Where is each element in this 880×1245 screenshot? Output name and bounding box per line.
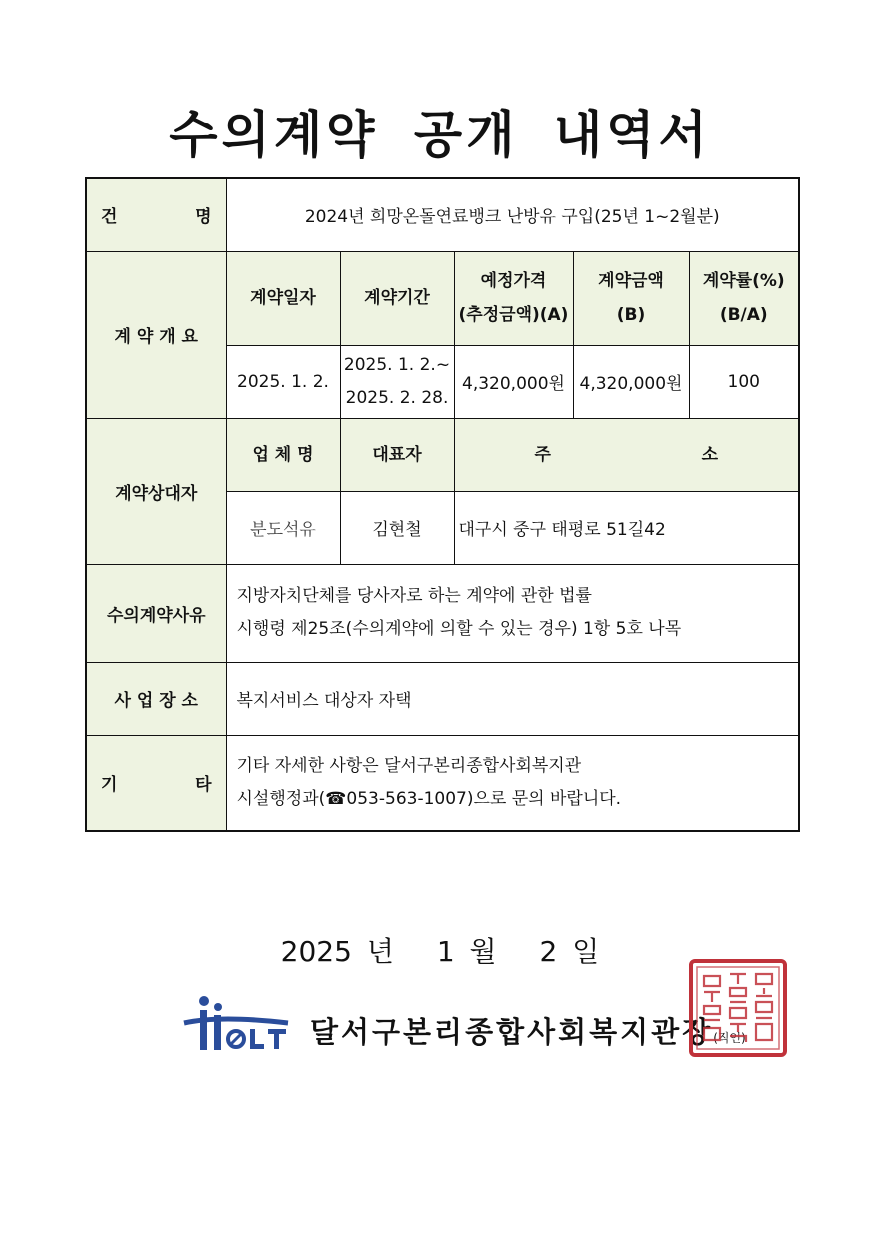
date-month: 1 월 (436, 935, 497, 968)
overview-label: 계 약 개 요 (86, 251, 226, 418)
contract-period-value: 2025. 1. 2.~ 2025. 2. 28. (340, 345, 454, 418)
header-contract-amount: 계약금액 (B) (573, 251, 689, 345)
estimated-price-value: 4,320,000원 (454, 345, 573, 418)
official-seal-icon (688, 958, 788, 1058)
seal-note: (직인) (713, 1031, 746, 1045)
contract-amount-value: 4,320,000원 (573, 345, 689, 418)
header-contract-period: 계약기간 (340, 251, 454, 345)
reason-value: 지방자치단체를 당사자로 하는 계약에 관한 법률 시행령 제25조(수의계약에 의할 수 있는 경우) 1항 5호 나목 (226, 564, 799, 662)
organization-name: 달서구본리종합사회복지관장(직인) (310, 1015, 746, 1049)
site-label: 사 업 장 소 (86, 662, 226, 735)
header-estimated-price: 예정가격 (추정금액)(A) (454, 251, 573, 345)
subject-label: 건 명 (86, 178, 226, 251)
header-representative: 대표자 (340, 418, 454, 491)
etc-value: 기타 자세한 사항은 달서구본리종합사회복지관 시설행정과(☎053-563-1007)으로 문의 바랍니다. (226, 735, 799, 831)
site-value: 복지서비스 대상자 자택 (226, 662, 799, 735)
company-value: 분도석유 (226, 491, 340, 564)
header-company: 업 체 명 (226, 418, 340, 491)
subject-value: 2024년 희망온돌연료뱅크 난방유 구입(25년 1~2월분) (226, 178, 799, 251)
counterparty-label: 계약상대자 (86, 418, 226, 564)
welfare-center-logo (180, 993, 292, 1053)
etc-label: 기 타 (86, 735, 226, 831)
header-contract-date: 계약일자 (226, 251, 340, 345)
reason-label: 수의계약사유 (86, 564, 226, 662)
date-day: 2 일 (539, 935, 600, 968)
header-address: 주 소 (454, 418, 799, 491)
header-contract-rate: 계약률(%) (B/A) (689, 251, 799, 345)
contract-date-value: 2025. 1. 2. (226, 345, 340, 418)
contract-rate-value: 100 (689, 345, 799, 418)
date-year: 2025 년 (280, 935, 394, 968)
address-value: 대구시 중구 태평로 51길42 (454, 491, 799, 564)
document-title: 수의계약 공개 내역서 (169, 106, 711, 164)
representative-value: 김현철 (340, 491, 454, 564)
contract-table (85, 177, 800, 832)
